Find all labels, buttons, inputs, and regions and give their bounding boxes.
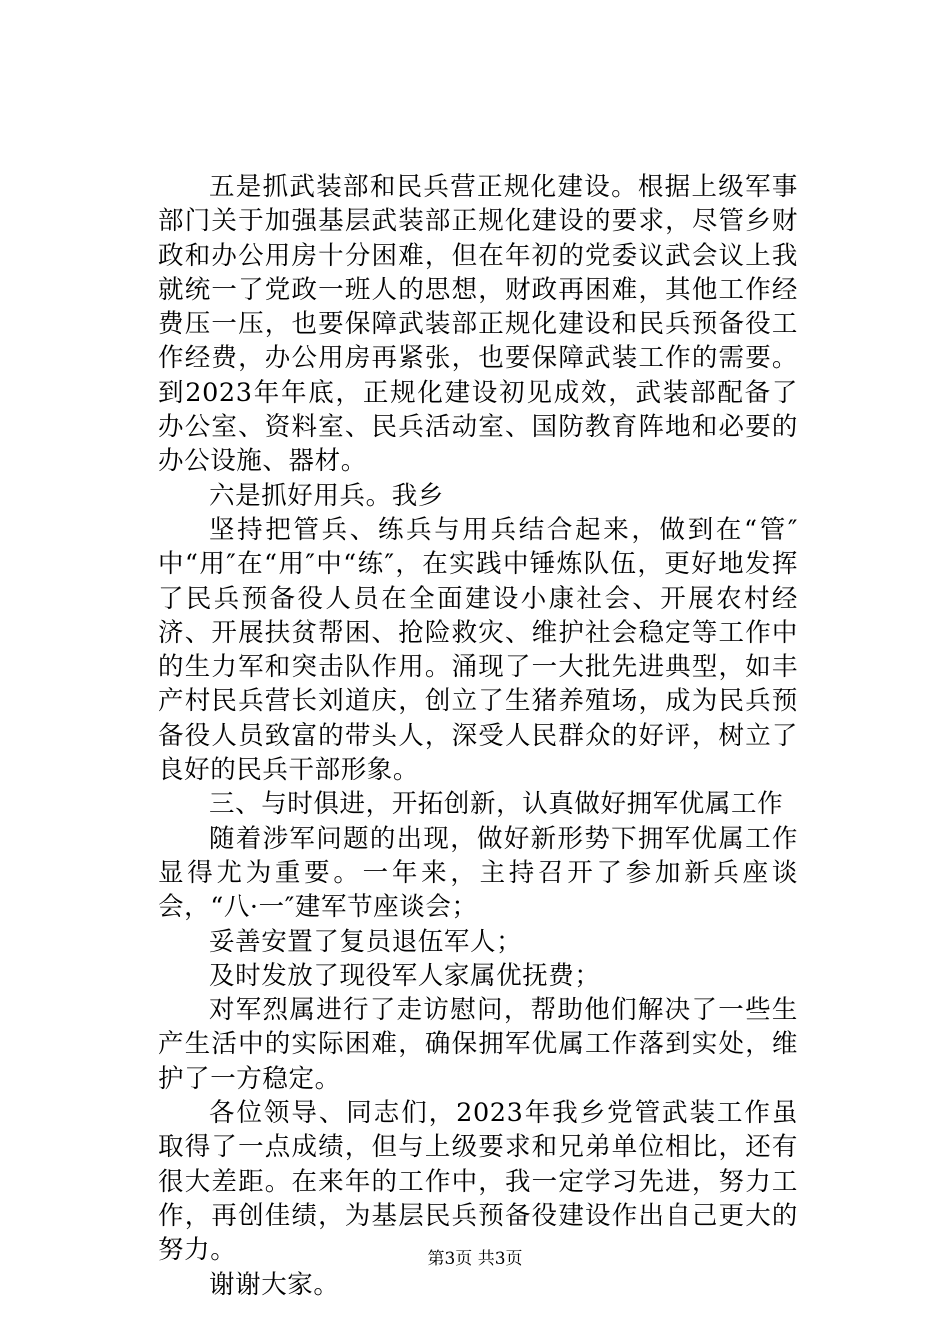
paragraph-conclusion: 各位领导、同志们，2023年我乡党管武装工作虽取得了一点成绩，但与上级要求和兄弟单位相比，还有很大差距。在来年的工作中，我一定学习先进，努力工作，再创佳绩，为基层民兵预备役建设作出自己更大的努力。 — [158, 1098, 798, 1266]
page-number-label: 第3页 共3页 — [427, 1249, 523, 1269]
section-heading-support-army: 三、与时俱进，开拓创新，认真做好拥军优属工作 — [209, 789, 784, 820]
paragraph-allowance: 及时发放了现役军人家属优抚费； — [209, 960, 601, 991]
paragraph-resettlement: 妥善安置了复员退伍军人； — [209, 926, 523, 957]
page-footer — [0, 1244, 950, 1269]
document-body — [158, 170, 798, 1302]
paragraph-support-army-intro: 随着涉军问题的出现，做好新形势下拥军优属工作显得尤为重要。一年来，主持召开了参加新兵座谈会，“八·一″建军节座谈会； — [158, 823, 798, 923]
paragraph-thanks: 谢谢大家。 — [209, 1269, 340, 1300]
paragraph-visits: 对军烈属进行了走访慰问，帮助他们解决了一些生产生活中的实际困难，确保拥军优属工作落到实处，维护了一方稳定。 — [158, 995, 798, 1094]
paragraph-use-soldiers-heading: 六是抓好用兵。我乡 — [209, 480, 444, 511]
paragraph-militia-standardization: 五是抓武装部和民兵营正规化建设。根据上级军事部门关于加强基层武装部正规化建设的要求，尽管乡财政和办公用房十分困难，但在年初的党委议武会议上我就统一了党政一班人的思想，财政再困难，其他工作经费压一压，也要保障武装部正规化建设和民兵预备役工作经费，办公用房再紧张，也要保障武装工作的需要。到2023年年底，正规化建设初见成效，武装部配备了办公室、资料室、民兵活动室、国防教育阵地和必要的办公设施、器材。 — [158, 172, 798, 477]
paragraph-use-soldiers: 坚持把管兵、练兵与用兵结合起来，做到在“管″中“用″在“用″中“练″，在实践中锤炼队伍，更好地发挥了民兵预备役人员在全面建设小康社会、开展农村经济、开展扶贫帮困、抢险救灾、维护社会稳定等工作中的生力军和突击队作用。涌现了一大批先进典型，如丰产村民兵营长刘道庆，创立了生猪养殖场，成为民兵预备役人员致富的带头人，深受人民群众的好评，树立了良好的民兵干部形象。 — [158, 514, 798, 786]
